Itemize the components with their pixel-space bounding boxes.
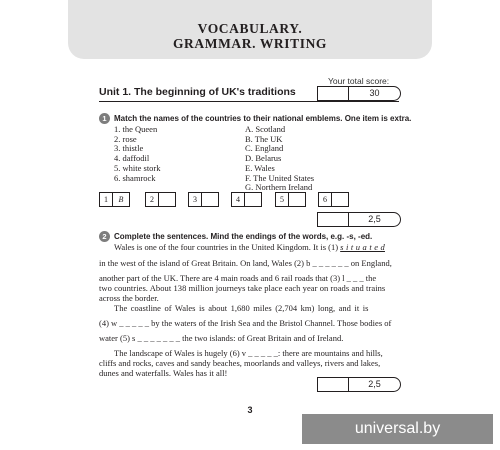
total-score-label: Your total score: [328, 76, 390, 86]
text-line-2: in the west of the island of Great Britain. On land, Wales (2) b _ _ _ _ _ _ on England, [99, 258, 392, 268]
answer-box-number: 1 [104, 195, 108, 204]
answer-box-2[interactable] [145, 192, 176, 207]
text-line-1: Wales is one of the four countries in the United Kingdom. It is (1) s i t u a t e d [114, 242, 385, 252]
answer-box-4[interactable] [231, 192, 262, 207]
text-line-11: dunes and waterfalls. Wales has it all! [99, 368, 228, 378]
emblem-item: 1. the Queen [114, 124, 158, 134]
unit-title: Unit 1. The beginning of UK's traditions [99, 86, 296, 98]
text-line-6: The coastline of Wales is about 1,680 miles (2,704 km) long, and it is [114, 303, 369, 313]
answer-box-number: 3 [193, 195, 197, 204]
answer-box-value: B [118, 195, 124, 204]
task2-score-box[interactable] [317, 377, 401, 392]
unit-divider [99, 101, 399, 102]
task2-number-badge: 2 [99, 231, 110, 242]
text-line-4: two countries. About 138 million journeys take place each year on roads and trains [99, 283, 386, 293]
country-item: D. Belarus [245, 153, 282, 164]
country-item: C. England [245, 143, 284, 154]
total-score-max: 30 [369, 88, 380, 98]
country-item: A. Scotland [245, 124, 286, 134]
country-item: E. Wales [245, 162, 275, 173]
task2-instruction: Complete the sentences. Mind the endings of the words, e.g. -s, -ed. [114, 232, 373, 241]
answer-box-1[interactable] [99, 192, 130, 207]
country-list [245, 125, 314, 193]
country-item: F. The United States [245, 172, 315, 183]
task1-number-badge: 1 [99, 113, 110, 124]
answer-box-number: 5 [280, 195, 284, 204]
section-header-banner [68, 0, 432, 59]
answer-box-number: 4 [236, 195, 240, 204]
country-item: B. The UK [245, 133, 283, 144]
example-answer: s i t u a t e d [340, 242, 385, 252]
section-title-line2: GRAMMAR. WRITING [172, 36, 328, 51]
emblem-item: 6. shamrock [114, 172, 156, 183]
answer-box-number: 2 [150, 195, 154, 204]
answer-box-3[interactable] [188, 192, 219, 207]
task1-score-box[interactable] [317, 212, 401, 227]
answer-box-6[interactable] [318, 192, 349, 207]
emblem-item: 3. thistle [114, 143, 144, 154]
task2-points: 2,5 [368, 379, 381, 389]
text-line-9: The landscape of Wales is hugely (6) v _ _ _ _ _: there are mountains and hills, [114, 348, 383, 358]
site-watermark: universal.by [302, 414, 493, 444]
section-title-line1: VOCABULARY. [197, 21, 303, 36]
answer-box-number: 6 [323, 195, 327, 204]
emblem-item: 2. rose [114, 133, 137, 144]
task1-instruction: Match the names of the countries to their national emblems. One item is extra. [114, 114, 412, 123]
text-line-10: cliffs and rocks, caves and sandy beaches, moorlands and valleys, rivers and lakes, [99, 358, 381, 368]
answer-box-5[interactable] [275, 192, 306, 207]
text-line-7: (4) w _ _ _ _ _ by the waters of the Irish Sea and the Bristol Channel. Those bodies of [99, 318, 392, 328]
emblem-list [114, 125, 161, 183]
text-line-3: another part of the UK. There are 4 main roads and 6 rail roads that (3) l _ _ _ the [99, 273, 377, 283]
task1-points: 2,5 [368, 214, 381, 224]
text-line-8: water (5) s _ _ _ _ _ _ _ the two islands: of Great Britain and of Ireland. [99, 333, 344, 343]
total-score-box[interactable] [317, 86, 401, 101]
emblem-item: 5. white stork [114, 162, 161, 173]
country-item: G. Northern Ireland [245, 182, 313, 193]
emblem-item: 4. daffodil [114, 153, 150, 164]
page-number: 3 [247, 405, 253, 415]
text-line-5: across the border. [99, 293, 159, 303]
